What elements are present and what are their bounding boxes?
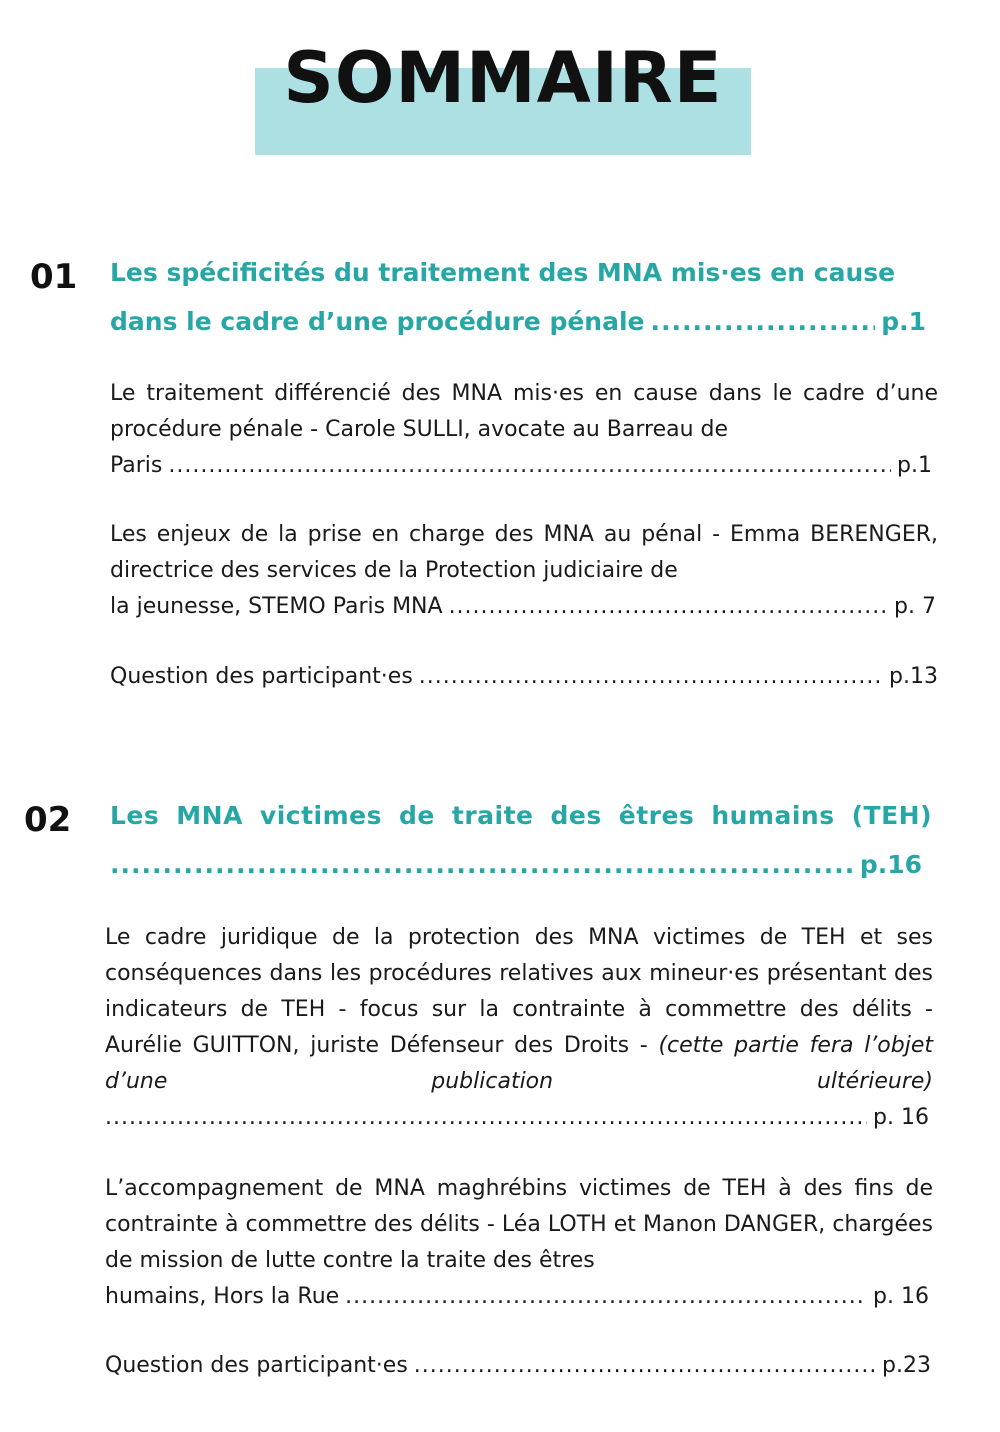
entry-text — [105, 920, 933, 1100]
section-title-line: dans le cadre d’une procédure pénale — [110, 307, 645, 336]
page-number: p.13 — [889, 664, 938, 689]
section-title-toc-line — [110, 297, 926, 346]
entry-toc-line — [105, 1348, 931, 1384]
entry-last-line: Question des participant·es — [110, 664, 413, 689]
entry-last-line: Paris — [110, 453, 163, 478]
page-title: SOMMAIRE — [283, 37, 723, 119]
toc-entry — [110, 376, 938, 484]
page-number: p.1 — [881, 307, 926, 336]
leader-dots — [414, 1348, 876, 1384]
toc-entry — [105, 1171, 933, 1315]
entry-toc-line — [105, 1279, 929, 1315]
entry-toc-line — [110, 589, 936, 625]
page-number: p. 16 — [873, 1284, 929, 1309]
toc-entry — [110, 659, 938, 695]
section-number: 01 — [30, 257, 78, 297]
entry-text: Les enjeux de la prise en charge des MNA au pénal - Emma BERENGER, directrice des services de la Protection judiciaire de — [110, 522, 938, 583]
page-number: p.16 — [859, 850, 922, 879]
toc-entry — [110, 517, 938, 625]
entry-last-line: Question des participant·es — [105, 1353, 408, 1378]
leader-dots — [449, 589, 888, 625]
entry-toc-line — [105, 1100, 929, 1136]
toc-entry — [105, 1348, 933, 1384]
toc-entry — [105, 920, 933, 1136]
section-title — [110, 791, 932, 889]
section-title-line: Les spécificités du traitement des MNA mis·es en cause — [110, 258, 896, 287]
page-number: p. 16 — [873, 1105, 929, 1130]
leader-dots — [419, 659, 883, 695]
entry-text-italic: (cette partie fera l’objet d’une publication ultérieure) — [105, 1033, 933, 1094]
entry-text: L’accompagnement de MNA maghrébins victimes de TEH à des fins de contrainte à commettre des délits - Léa LOTH et Manon DANGER, chargées de mission de lutte contre la traite des êtres — [105, 1176, 933, 1273]
entry-last-line: humains, Hors la Rue — [105, 1284, 340, 1309]
section-title — [110, 248, 936, 346]
page-number: p.23 — [882, 1353, 931, 1378]
leader-dots — [105, 1100, 867, 1136]
section-title-toc-line — [110, 840, 922, 889]
page-number: p. 7 — [894, 594, 936, 619]
entry-text: Le traitement différencié des MNA mis·es en cause dans le cadre d’une procédure pénale - Carole SULLI, avocate au Barreau de — [110, 381, 938, 442]
leader-dots — [651, 297, 876, 346]
leader-dots — [110, 840, 854, 889]
entry-toc-line — [110, 448, 932, 484]
section-number: 02 — [24, 800, 72, 840]
entry-toc-line — [110, 659, 938, 695]
page-number: p.1 — [897, 453, 932, 478]
entry-last-line: la jeunesse, STEMO Paris MNA — [110, 594, 443, 619]
leader-dots — [168, 448, 891, 484]
leader-dots — [345, 1279, 867, 1315]
entry-text-main: Le cadre juridique de la protection des MNA victimes de TEH et ses conséquences dans les procédures relatives aux mineur·es présentant des indicateurs de TEH - focus sur la contrainte à commettre des délits - Aurélie GUITTON, juriste Défenseur des Droits - — [105, 925, 933, 1058]
section-title-line: Les MNA victimes de traite des êtres humains (TEH) — [110, 801, 932, 830]
